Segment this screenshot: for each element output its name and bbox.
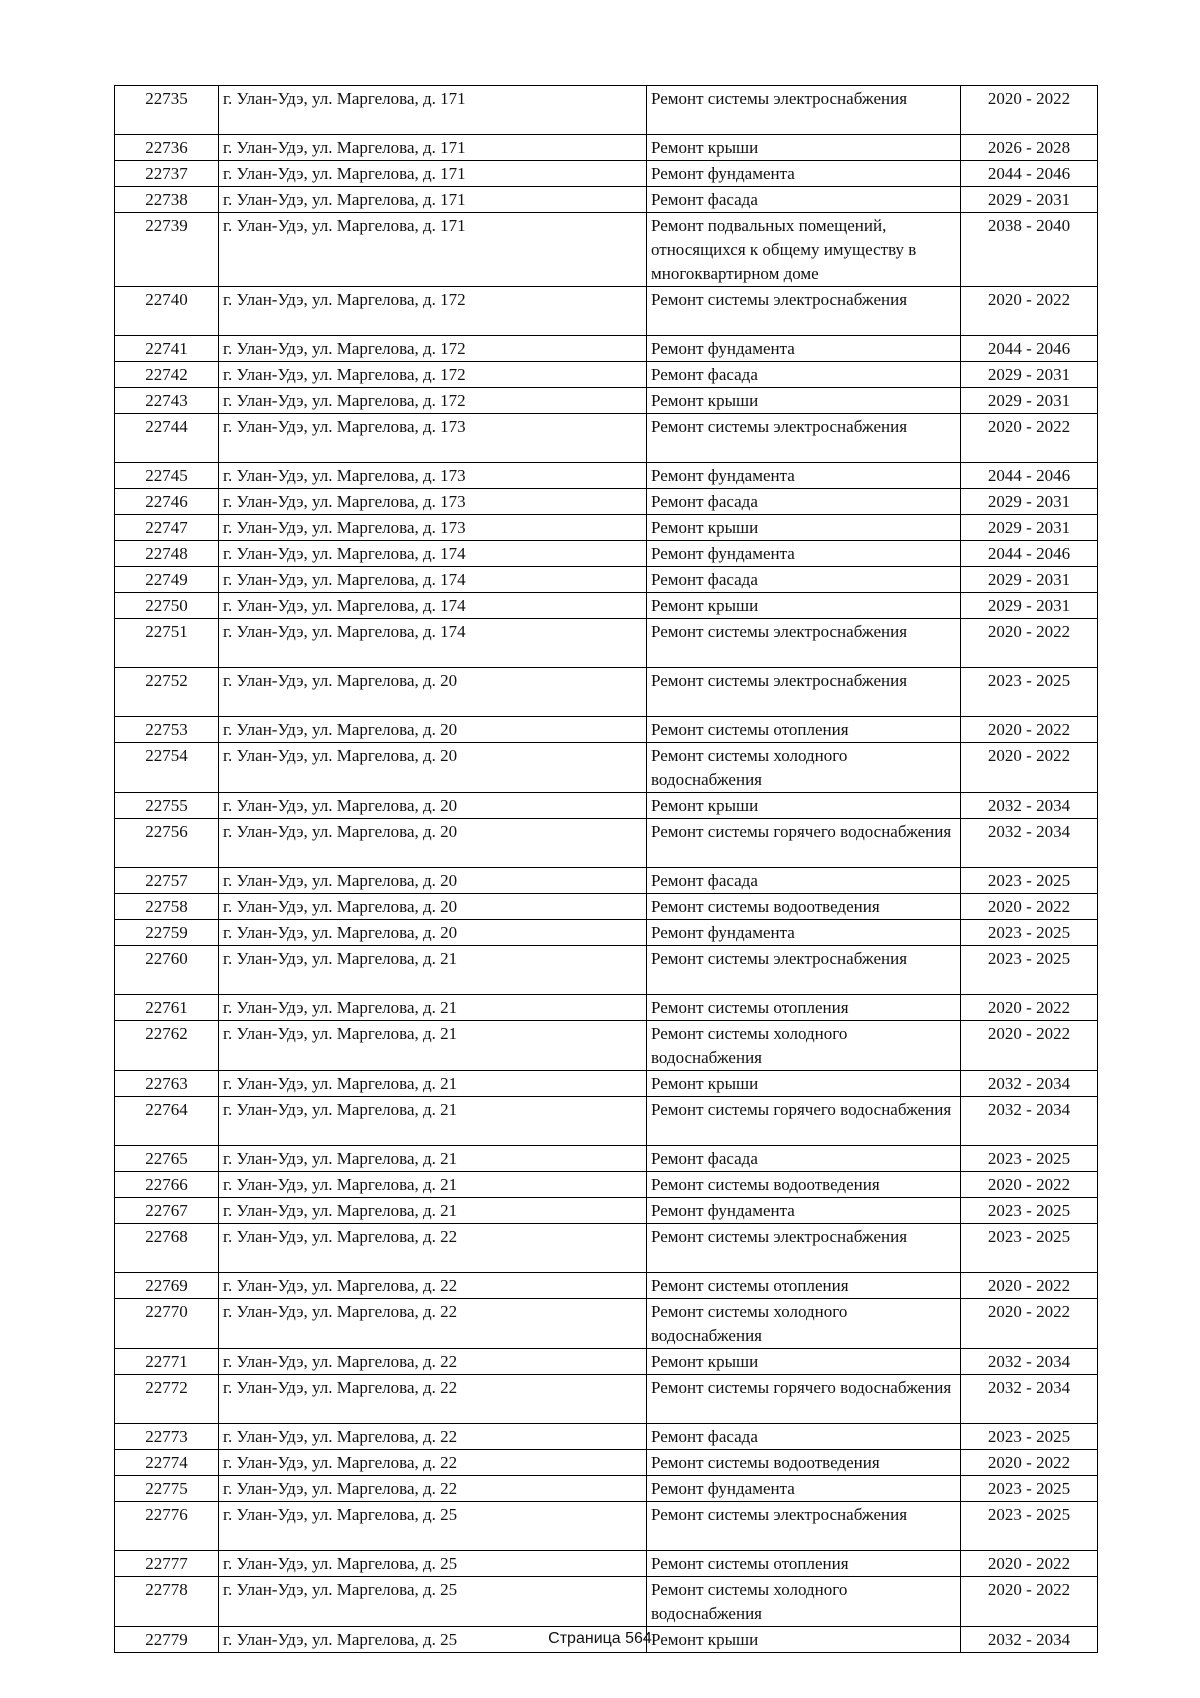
address-cell: г. Улан-Удэ, ул. Маргелова, д. 20: [219, 793, 647, 819]
row-id-cell: 22769: [115, 1273, 219, 1299]
work-type-cell: Ремонт фундамента: [647, 161, 961, 187]
period-cell: 2020 - 2022: [961, 995, 1098, 1021]
table-row: [115, 1375, 1098, 1424]
address-cell: г. Улан-Удэ, ул. Маргелова, д. 171: [219, 187, 647, 213]
address-cell: г. Улан-Удэ, ул. Маргелова, д. 21: [219, 1021, 647, 1071]
address-cell: г. Улан-Удэ, ул. Маргелова, д. 174: [219, 541, 647, 567]
table-row: [115, 717, 1098, 743]
period-cell: 2020 - 2022: [961, 1450, 1098, 1476]
period-cell: 2020 - 2022: [961, 894, 1098, 920]
table-row: [115, 135, 1098, 161]
table-row: [115, 489, 1098, 515]
row-id-cell: 22763: [115, 1071, 219, 1097]
address-cell: г. Улан-Удэ, ул. Маргелова, д. 20: [219, 868, 647, 894]
work-type-cell: Ремонт крыши: [647, 593, 961, 619]
period-cell: 2023 - 2025: [961, 668, 1098, 717]
table-row: [115, 336, 1098, 362]
row-id-cell: 22777: [115, 1551, 219, 1577]
row-id-cell: 22755: [115, 793, 219, 819]
table-row: [115, 287, 1098, 336]
period-cell: 2029 - 2031: [961, 388, 1098, 414]
period-cell: 2023 - 2025: [961, 868, 1098, 894]
work-type-cell: Ремонт системы отопления: [647, 1551, 961, 1577]
row-id-cell: 22772: [115, 1375, 219, 1424]
table-row: [115, 1450, 1098, 1476]
address-cell: г. Улан-Удэ, ул. Маргелова, д. 171: [219, 213, 647, 287]
row-id-cell: 22740: [115, 287, 219, 336]
table-row: [115, 793, 1098, 819]
period-cell: 2029 - 2031: [961, 489, 1098, 515]
period-cell: 2032 - 2034: [961, 1375, 1098, 1424]
period-cell: 2020 - 2022: [961, 1021, 1098, 1071]
period-cell: 2029 - 2031: [961, 187, 1098, 213]
period-cell: 2020 - 2022: [961, 287, 1098, 336]
work-type-cell: Ремонт системы водоотведения: [647, 894, 961, 920]
address-cell: г. Улан-Удэ, ул. Маргелова, д. 25: [219, 1627, 647, 1653]
period-cell: 2029 - 2031: [961, 593, 1098, 619]
table-row: [115, 388, 1098, 414]
work-type-cell: Ремонт системы электроснабжения: [647, 1502, 961, 1551]
row-id-cell: 22744: [115, 414, 219, 463]
table-row: [115, 1551, 1098, 1577]
period-cell: 2023 - 2025: [961, 920, 1098, 946]
row-id-cell: 22738: [115, 187, 219, 213]
table-row: [115, 894, 1098, 920]
address-cell: г. Улан-Удэ, ул. Маргелова, д. 21: [219, 1172, 647, 1198]
table-row: [115, 86, 1098, 135]
work-type-cell: Ремонт фундамента: [647, 541, 961, 567]
table-row: [115, 463, 1098, 489]
table-row: [115, 414, 1098, 463]
period-cell: 2038 - 2040: [961, 213, 1098, 287]
row-id-cell: 22761: [115, 995, 219, 1021]
row-id-cell: 22754: [115, 743, 219, 793]
row-id-cell: 22747: [115, 515, 219, 541]
row-id-cell: 22779: [115, 1627, 219, 1653]
period-cell: 2023 - 2025: [961, 946, 1098, 995]
row-id-cell: 22750: [115, 593, 219, 619]
work-type-cell: Ремонт фундамента: [647, 1198, 961, 1224]
work-type-cell: Ремонт крыши: [647, 1349, 961, 1375]
address-cell: г. Улан-Удэ, ул. Маргелова, д. 173: [219, 414, 647, 463]
period-cell: 2023 - 2025: [961, 1198, 1098, 1224]
period-cell: 2023 - 2025: [961, 1424, 1098, 1450]
address-cell: г. Улан-Удэ, ул. Маргелова, д. 22: [219, 1476, 647, 1502]
row-id-cell: 22760: [115, 946, 219, 995]
period-cell: 2032 - 2034: [961, 793, 1098, 819]
work-type-cell: Ремонт крыши: [647, 1071, 961, 1097]
address-cell: г. Улан-Удэ, ул. Маргелова, д. 25: [219, 1551, 647, 1577]
work-type-cell: Ремонт системы электроснабжения: [647, 946, 961, 995]
repair-schedule-table: [114, 85, 1098, 1653]
row-id-cell: 22774: [115, 1450, 219, 1476]
row-id-cell: 22768: [115, 1224, 219, 1273]
work-type-cell: Ремонт фасада: [647, 187, 961, 213]
address-cell: г. Улан-Удэ, ул. Маргелова, д. 174: [219, 567, 647, 593]
table-row: [115, 946, 1098, 995]
period-cell: 2020 - 2022: [961, 717, 1098, 743]
table-row: [115, 743, 1098, 793]
table-body: [115, 86, 1098, 1653]
work-type-cell: Ремонт системы холодного водоснабжения: [647, 1299, 961, 1349]
work-type-cell: Ремонт системы электроснабжения: [647, 1224, 961, 1273]
table-row: [115, 1097, 1098, 1146]
address-cell: г. Улан-Удэ, ул. Маргелова, д. 20: [219, 717, 647, 743]
row-id-cell: 22751: [115, 619, 219, 668]
row-id-cell: 22766: [115, 1172, 219, 1198]
period-cell: 2032 - 2034: [961, 1627, 1098, 1653]
table-row: [115, 1021, 1098, 1071]
address-cell: г. Улан-Удэ, ул. Маргелова, д. 174: [219, 593, 647, 619]
period-cell: 2044 - 2046: [961, 161, 1098, 187]
table-row: [115, 1146, 1098, 1172]
work-type-cell: Ремонт крыши: [647, 793, 961, 819]
work-type-cell: Ремонт крыши: [647, 388, 961, 414]
period-cell: 2020 - 2022: [961, 1551, 1098, 1577]
work-type-cell: Ремонт фасада: [647, 567, 961, 593]
work-type-cell: Ремонт системы электроснабжения: [647, 414, 961, 463]
address-cell: г. Улан-Удэ, ул. Маргелова, д. 21: [219, 995, 647, 1021]
table-row: [115, 1071, 1098, 1097]
address-cell: г. Улан-Удэ, ул. Маргелова, д. 172: [219, 287, 647, 336]
address-cell: г. Улан-Удэ, ул. Маргелова, д. 173: [219, 515, 647, 541]
table-row: [115, 1349, 1098, 1375]
row-id-cell: 22745: [115, 463, 219, 489]
row-id-cell: 22735: [115, 86, 219, 135]
row-id-cell: 22767: [115, 1198, 219, 1224]
row-id-cell: 22771: [115, 1349, 219, 1375]
table-row: [115, 1172, 1098, 1198]
period-cell: 2023 - 2025: [961, 1502, 1098, 1551]
work-type-cell: Ремонт фундамента: [647, 336, 961, 362]
work-type-cell: Ремонт системы электроснабжения: [647, 668, 961, 717]
period-cell: 2020 - 2022: [961, 1273, 1098, 1299]
table-row: [115, 567, 1098, 593]
work-type-cell: Ремонт системы отопления: [647, 1273, 961, 1299]
address-cell: г. Улан-Удэ, ул. Маргелова, д. 22: [219, 1273, 647, 1299]
period-cell: 2029 - 2031: [961, 515, 1098, 541]
address-cell: г. Улан-Удэ, ул. Маргелова, д. 174: [219, 619, 647, 668]
table-row: [115, 1198, 1098, 1224]
work-type-cell: Ремонт фундамента: [647, 463, 961, 489]
table-row: [115, 1476, 1098, 1502]
row-id-cell: 22757: [115, 868, 219, 894]
row-id-cell: 22736: [115, 135, 219, 161]
address-cell: г. Улан-Удэ, ул. Маргелова, д. 21: [219, 1198, 647, 1224]
work-type-cell: Ремонт фасада: [647, 362, 961, 388]
work-type-cell: Ремонт системы отопления: [647, 995, 961, 1021]
address-cell: г. Улан-Удэ, ул. Маргелова, д. 20: [219, 920, 647, 946]
table-row: [115, 995, 1098, 1021]
table-row: [115, 187, 1098, 213]
table-row: [115, 1273, 1098, 1299]
work-type-cell: Ремонт системы холодного водоснабжения: [647, 1021, 961, 1071]
table-row: [115, 819, 1098, 868]
work-type-cell: Ремонт фундамента: [647, 920, 961, 946]
period-cell: 2023 - 2025: [961, 1476, 1098, 1502]
work-type-cell: Ремонт системы водоотведения: [647, 1450, 961, 1476]
table-row: [115, 1424, 1098, 1450]
period-cell: 2029 - 2031: [961, 362, 1098, 388]
address-cell: г. Улан-Удэ, ул. Маргелова, д. 22: [219, 1299, 647, 1349]
table-row: [115, 1299, 1098, 1349]
period-cell: 2020 - 2022: [961, 619, 1098, 668]
work-type-cell: Ремонт системы горячего водоснабжения: [647, 819, 961, 868]
period-cell: 2026 - 2028: [961, 135, 1098, 161]
address-cell: г. Улан-Удэ, ул. Маргелова, д. 22: [219, 1349, 647, 1375]
row-id-cell: 22770: [115, 1299, 219, 1349]
row-id-cell: 22775: [115, 1476, 219, 1502]
table-row: [115, 619, 1098, 668]
period-cell: 2029 - 2031: [961, 567, 1098, 593]
row-id-cell: 22739: [115, 213, 219, 287]
address-cell: г. Улан-Удэ, ул. Маргелова, д. 20: [219, 743, 647, 793]
row-id-cell: 22762: [115, 1021, 219, 1071]
page-number: Страница 564: [548, 1630, 652, 1647]
period-cell: 2023 - 2025: [961, 1146, 1098, 1172]
period-cell: 2032 - 2034: [961, 819, 1098, 868]
work-type-cell: Ремонт системы отопления: [647, 717, 961, 743]
table-row: [115, 541, 1098, 567]
table-row: [115, 1502, 1098, 1551]
table-row: [115, 161, 1098, 187]
work-type-cell: Ремонт подвальных помещений, относящихся к общему имуществу в многоквартирном доме: [647, 213, 961, 287]
table-row: [115, 515, 1098, 541]
address-cell: г. Улан-Удэ, ул. Маргелова, д. 22: [219, 1224, 647, 1273]
period-cell: 2044 - 2046: [961, 541, 1098, 567]
address-cell: г. Улан-Удэ, ул. Маргелова, д. 21: [219, 946, 647, 995]
address-cell: г. Улан-Удэ, ул. Маргелова, д. 20: [219, 819, 647, 868]
work-type-cell: Ремонт системы горячего водоснабжения: [647, 1375, 961, 1424]
address-cell: г. Улан-Удэ, ул. Маргелова, д. 171: [219, 135, 647, 161]
address-cell: г. Улан-Удэ, ул. Маргелова, д. 171: [219, 86, 647, 135]
row-id-cell: 22759: [115, 920, 219, 946]
work-type-cell: Ремонт крыши: [647, 515, 961, 541]
row-id-cell: 22765: [115, 1146, 219, 1172]
work-type-cell: Ремонт системы холодного водоснабжения: [647, 1577, 961, 1627]
address-cell: г. Улан-Удэ, ул. Маргелова, д. 25: [219, 1502, 647, 1551]
table-row: [115, 668, 1098, 717]
address-cell: г. Улан-Удэ, ул. Маргелова, д. 22: [219, 1450, 647, 1476]
row-id-cell: 22746: [115, 489, 219, 515]
row-id-cell: 22748: [115, 541, 219, 567]
table-row: [115, 362, 1098, 388]
address-cell: г. Улан-Удэ, ул. Маргелова, д. 21: [219, 1146, 647, 1172]
row-id-cell: 22778: [115, 1577, 219, 1627]
row-id-cell: 22764: [115, 1097, 219, 1146]
row-id-cell: 22752: [115, 668, 219, 717]
address-cell: г. Улан-Удэ, ул. Маргелова, д. 22: [219, 1424, 647, 1450]
row-id-cell: 22776: [115, 1502, 219, 1551]
address-cell: г. Улан-Удэ, ул. Маргелова, д. 21: [219, 1071, 647, 1097]
work-type-cell: Ремонт системы холодного водоснабжения: [647, 743, 961, 793]
period-cell: 2020 - 2022: [961, 1577, 1098, 1627]
work-type-cell: Ремонт системы электроснабжения: [647, 287, 961, 336]
period-cell: 2020 - 2022: [961, 1299, 1098, 1349]
address-cell: г. Улан-Удэ, ул. Маргелова, д. 25: [219, 1577, 647, 1627]
address-cell: г. Улан-Удэ, ул. Маргелова, д. 21: [219, 1097, 647, 1146]
period-cell: 2020 - 2022: [961, 414, 1098, 463]
period-cell: 2032 - 2034: [961, 1349, 1098, 1375]
row-id-cell: 22743: [115, 388, 219, 414]
period-cell: 2044 - 2046: [961, 463, 1098, 489]
row-id-cell: 22758: [115, 894, 219, 920]
period-cell: 2023 - 2025: [961, 1224, 1098, 1273]
work-type-cell: Ремонт крыши: [647, 135, 961, 161]
row-id-cell: 22773: [115, 1424, 219, 1450]
work-type-cell: Ремонт системы горячего водоснабжения: [647, 1097, 961, 1146]
address-cell: г. Улан-Удэ, ул. Маргелова, д. 22: [219, 1375, 647, 1424]
work-type-cell: Ремонт фасада: [647, 489, 961, 515]
table-row: [115, 920, 1098, 946]
address-cell: г. Улан-Удэ, ул. Маргелова, д. 172: [219, 336, 647, 362]
address-cell: г. Улан-Удэ, ул. Маргелова, д. 172: [219, 388, 647, 414]
period-cell: 2032 - 2034: [961, 1071, 1098, 1097]
row-id-cell: 22737: [115, 161, 219, 187]
row-id-cell: 22753: [115, 717, 219, 743]
address-cell: г. Улан-Удэ, ул. Маргелова, д. 171: [219, 161, 647, 187]
period-cell: 2020 - 2022: [961, 743, 1098, 793]
row-id-cell: 22749: [115, 567, 219, 593]
address-cell: г. Улан-Удэ, ул. Маргелова, д. 172: [219, 362, 647, 388]
work-type-cell: Ремонт фундамента: [647, 1476, 961, 1502]
period-cell: 2032 - 2034: [961, 1097, 1098, 1146]
address-cell: г. Улан-Удэ, ул. Маргелова, д. 20: [219, 894, 647, 920]
row-id-cell: 22742: [115, 362, 219, 388]
row-id-cell: 22756: [115, 819, 219, 868]
table-row: [115, 1577, 1098, 1627]
address-cell: г. Улан-Удэ, ул. Маргелова, д. 173: [219, 463, 647, 489]
address-cell: г. Улан-Удэ, ул. Маргелова, д. 20: [219, 668, 647, 717]
work-type-cell: Ремонт системы электроснабжения: [647, 86, 961, 135]
work-type-cell: Ремонт фасада: [647, 868, 961, 894]
work-type-cell: Ремонт крыши: [647, 1627, 961, 1653]
period-cell: 2020 - 2022: [961, 1172, 1098, 1198]
address-cell: г. Улан-Удэ, ул. Маргелова, д. 173: [219, 489, 647, 515]
table-row: [115, 1224, 1098, 1273]
table-row: [115, 868, 1098, 894]
period-cell: 2044 - 2046: [961, 336, 1098, 362]
work-type-cell: Ремонт системы электроснабжения: [647, 619, 961, 668]
table-row: [115, 593, 1098, 619]
row-id-cell: 22741: [115, 336, 219, 362]
table-row: [115, 213, 1098, 287]
work-type-cell: Ремонт системы водоотведения: [647, 1172, 961, 1198]
work-type-cell: Ремонт фасада: [647, 1146, 961, 1172]
work-type-cell: Ремонт фасада: [647, 1424, 961, 1450]
period-cell: 2020 - 2022: [961, 86, 1098, 135]
